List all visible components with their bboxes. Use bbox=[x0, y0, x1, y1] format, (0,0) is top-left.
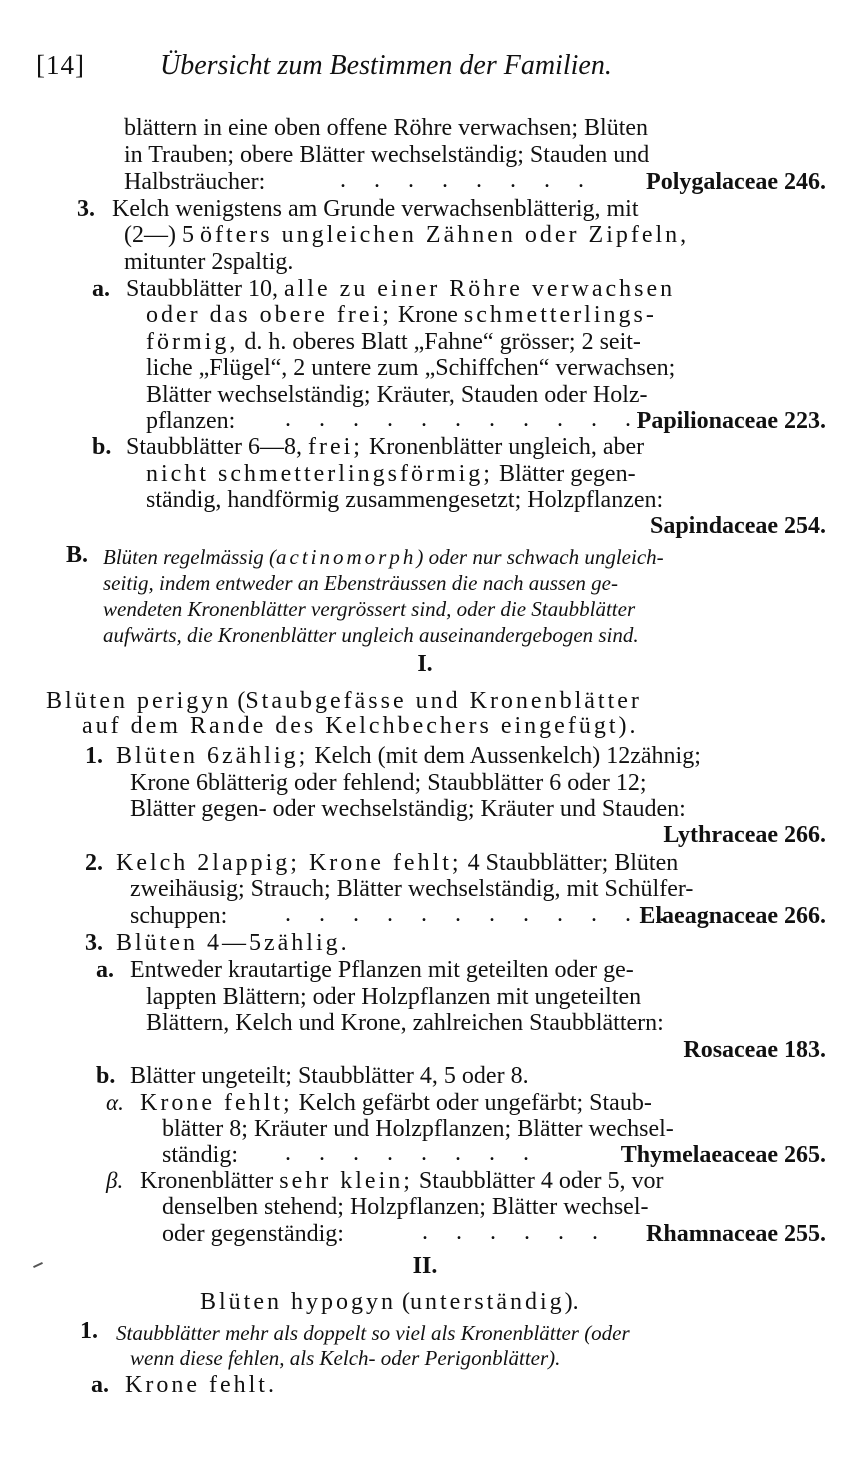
section-marker: B. bbox=[66, 542, 89, 568]
leader-dots: . . . . . . . . bbox=[340, 167, 595, 193]
text-line: nicht schmetterlingsförmig; Blätter gegen- bbox=[146, 461, 636, 487]
text-line: blätter 8; Kräuter und Holzpflanzen; Blätter wechsel- bbox=[162, 1116, 674, 1142]
family-reference: Thymelaeaceae 265. bbox=[620, 1142, 826, 1168]
text-line: Staubblätter 10, alle zu einer Röhre verwachsen bbox=[126, 276, 676, 302]
family-reference: Elaeagnaceae 266. bbox=[639, 903, 826, 929]
text-line: Blüten regelmässig (actinomorph) oder nur schwach ungleich- bbox=[103, 545, 664, 569]
text-line: Krone fehlt; Kelch gefärbt oder ungefärbt; Staub- bbox=[140, 1090, 652, 1116]
section-heading: II. bbox=[412, 1253, 438, 1279]
text-line: wendeten Kronenblätter vergrössert sind, oder die Staubblätter bbox=[103, 597, 636, 621]
item-marker: b. bbox=[96, 1063, 116, 1089]
family-reference: Lythraceae 266. bbox=[663, 822, 826, 848]
text-line: Kronenblätter sehr klein; Staubblätter 4 oder 5, vor bbox=[140, 1168, 664, 1194]
text-line: Blättern, Kelch und Krone, zahlreichen Staubblättern: bbox=[146, 1010, 664, 1036]
text-line: Krone fehlt. bbox=[125, 1372, 277, 1398]
item-marker: 2. bbox=[85, 850, 103, 876]
text-line: auf dem Rande des Kelchbechers eingefügt). bbox=[82, 713, 639, 739]
running-title: Übersicht zum Bestimmen der Familien. bbox=[160, 50, 612, 81]
text-line: Kelch wenigstens am Grunde verwachsenblätterig, mit bbox=[112, 196, 639, 222]
text-line: Blüten perigyn (Staubgefässe und Kronenblätter bbox=[46, 688, 642, 714]
text-line: Blüten hypogyn (unterständig). bbox=[200, 1289, 579, 1315]
text-line: Blätter ungeteilt; Staubblätter 4, 5 oder 8. bbox=[130, 1063, 529, 1089]
leader-dots: . . . . . . bbox=[422, 1219, 609, 1245]
text-line: blättern in eine oben offene Röhre verwachsen; Blüten bbox=[124, 115, 649, 141]
text-line: Blüten 6zählig; Kelch (mit dem Aussenkelch) 12zähnig; bbox=[116, 743, 701, 769]
text-line: Entweder krautartige Pflanzen mit geteilten oder ge- bbox=[130, 957, 634, 983]
text-line: zweihäusig; Strauch; Blätter wechselständig, mit Schülfer- bbox=[130, 876, 694, 902]
item-marker: a. bbox=[91, 1372, 109, 1398]
item-marker: 3. bbox=[77, 196, 95, 222]
text-line: Blüten 4—5zählig. bbox=[116, 930, 350, 956]
text-line: ständig, handförmig zusammengesetzt; Holzpflanzen: bbox=[146, 487, 664, 513]
text-line: aufwärts, die Kronenblätter ungleich auseinandergebogen sind. bbox=[103, 623, 639, 647]
item-marker: β. bbox=[106, 1168, 124, 1193]
text-line: ständig: bbox=[162, 1142, 238, 1168]
item-marker: 1. bbox=[80, 1318, 98, 1344]
item-marker: 1. bbox=[85, 743, 103, 769]
section-heading: I. bbox=[417, 651, 433, 677]
text-line: Krone 6blätterig oder fehlend; Staubblätter 6 oder 12; bbox=[130, 770, 647, 796]
item-marker: 3. bbox=[85, 930, 103, 956]
item-marker: α. bbox=[106, 1090, 124, 1115]
text-line: oder das obere frei; Krone schmetterlings- bbox=[146, 302, 657, 328]
family-reference: Rosaceae 183. bbox=[683, 1037, 826, 1063]
text-line: schuppen: bbox=[130, 903, 228, 929]
family-reference: Papilionaceae 223. bbox=[636, 408, 826, 434]
text-line: in Trauben; obere Blätter wechselständig; Stauden und bbox=[124, 142, 650, 168]
text-line: (2—) 5 öfters ungleichen Zähnen oder Zipfeln, bbox=[124, 222, 690, 248]
text-line: Blätter gegen- oder wechselständig; Kräuter und Stauden: bbox=[130, 796, 686, 822]
leader-dots: . . . . . . . . . . . . bbox=[285, 901, 676, 927]
text-line: Blätter wechselständig; Kräuter, Stauden oder Holz- bbox=[146, 382, 648, 408]
text-line: Staubblätter mehr als doppelt so viel als Kronenblätter (oder bbox=[116, 1321, 630, 1345]
item-marker: b. bbox=[92, 434, 112, 460]
text-line: lappten Blättern; oder Holzpflanzen mit ungeteilten bbox=[146, 984, 642, 1010]
text-line: Staubblätter 6—8, frei; Kronenblätter ungleich, aber bbox=[126, 434, 645, 460]
text-line: wenn diese fehlen, als Kelch- oder Perigonblätter). bbox=[130, 1346, 561, 1370]
text-line: Halbsträucher: bbox=[124, 169, 266, 195]
family-reference: Sapindaceae 254. bbox=[649, 513, 826, 539]
text-line: seitig, indem entweder an Ebensträussen die nach aussen ge- bbox=[103, 571, 618, 595]
text-line: denselben stehend; Holzpflanzen; Blätter wechsel- bbox=[162, 1194, 649, 1220]
page-number: [14] bbox=[36, 50, 85, 80]
family-reference: Polygalaceae 246. bbox=[646, 169, 826, 195]
leader-dots: . . . . . . . . bbox=[285, 1140, 540, 1166]
text-line: pflanzen: bbox=[146, 408, 236, 434]
text-line: mitunter 2spaltig. bbox=[124, 249, 294, 275]
text-line: liche „Flügel“, 2 untere zum „Schiffchen“ verwachsen; bbox=[146, 355, 676, 381]
family-reference: Rhamnaceae 255. bbox=[646, 1221, 826, 1247]
text-line: Kelch 2lappig; Krone fehlt; 4 Staubblätter; Blüten bbox=[116, 850, 679, 876]
page-header bbox=[36, 50, 826, 90]
leader-dots: . . . . . . . . . . . bbox=[285, 406, 642, 432]
text-line: förmig, d. h. oberes Blatt „Fahne“ grösser; 2 seit- bbox=[146, 329, 641, 355]
item-marker: a. bbox=[92, 276, 110, 302]
text-line: oder gegenständig: bbox=[162, 1221, 344, 1247]
item-marker: a. bbox=[96, 957, 114, 983]
